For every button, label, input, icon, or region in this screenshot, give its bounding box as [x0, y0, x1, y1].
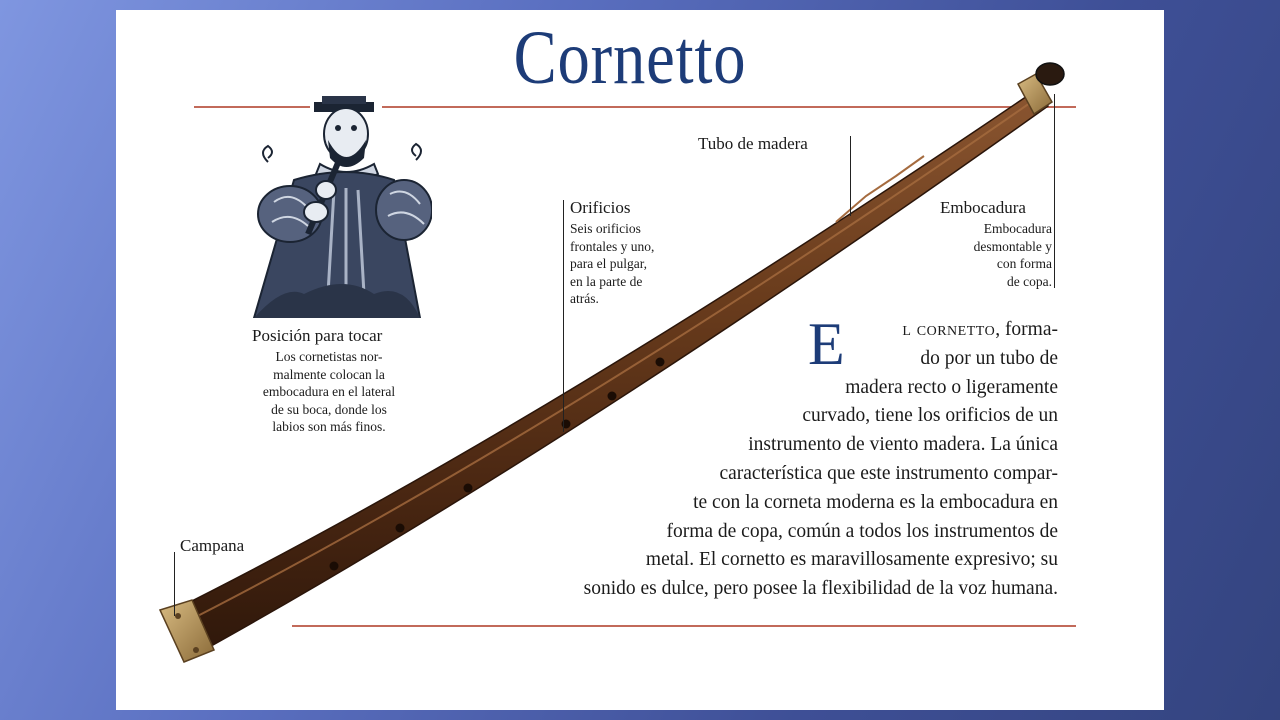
- page-title: Cornetto: [513, 16, 747, 100]
- finger-hole: [396, 524, 405, 533]
- figure-caption-line: embocadura en el lateral: [262, 384, 396, 400]
- main-line: curvado, tiene los orificios de un: [802, 405, 1058, 427]
- label-orificios-heading: Orificios: [570, 198, 631, 217]
- mouthpiece: [1036, 63, 1064, 85]
- figure-caption-line: malmente colocan la: [273, 366, 385, 382]
- orificios-line: para el pulgar,: [570, 256, 648, 272]
- leader-embocadura: [1054, 94, 1055, 288]
- figure-caption-line: labios son más finos.: [272, 419, 386, 435]
- main-line: característica que este instrumento compar-: [719, 462, 1058, 484]
- main-line: sonido es dulce, pero posee la flexibilidad de la voz humana.: [583, 578, 1058, 600]
- label-campana: Campana: [180, 536, 245, 555]
- leader-campana: [174, 552, 175, 616]
- slide: [116, 10, 1164, 710]
- leader-tubo: [850, 136, 851, 216]
- main-paragraph: [434, 311, 1058, 604]
- label-embocadura-heading: Embocadura: [940, 198, 1026, 217]
- lead-word: l cornetto: [902, 319, 996, 340]
- figure-caption-line: Los cornetistas nor-: [275, 349, 383, 364]
- figure-caption-line: de su boca, donde los: [271, 401, 387, 417]
- embocadura-line: con forma: [996, 256, 1052, 272]
- orificios-line: en la parte de: [570, 273, 643, 289]
- main-line: instrumento de viento madera. La única: [748, 434, 1058, 456]
- main-line: do por un tubo de: [920, 347, 1058, 369]
- main-line: metal. El cornetto es maravillosamente expresivo; su: [645, 549, 1058, 571]
- orificios-line: atrás.: [570, 291, 599, 307]
- lead-rest: , forma-: [995, 319, 1058, 340]
- embocadura-line: de copa.: [1007, 273, 1052, 289]
- label-tubo: Tubo de madera: [698, 134, 808, 153]
- label-embocadura-body: [916, 220, 1052, 290]
- figure-heading: Posición para tocar: [252, 326, 383, 345]
- main-line: madera recto o ligeramente: [845, 376, 1058, 398]
- orificios-line: frontales y uno,: [570, 238, 655, 254]
- embocadura-line: Embocadura: [983, 221, 1052, 236]
- main-line-1: [434, 316, 1058, 345]
- orificios-line: Seis orificios: [570, 221, 641, 236]
- drop-cap: E: [808, 311, 845, 377]
- label-orificios-body: [570, 220, 710, 308]
- main-line: forma de copa, común a todos los instrumentos de: [666, 520, 1058, 542]
- main-line: te con la corneta moderna es la embocadura en: [693, 491, 1058, 513]
- finger-hole: [330, 562, 339, 571]
- embocadura-line: desmontable y: [973, 238, 1052, 254]
